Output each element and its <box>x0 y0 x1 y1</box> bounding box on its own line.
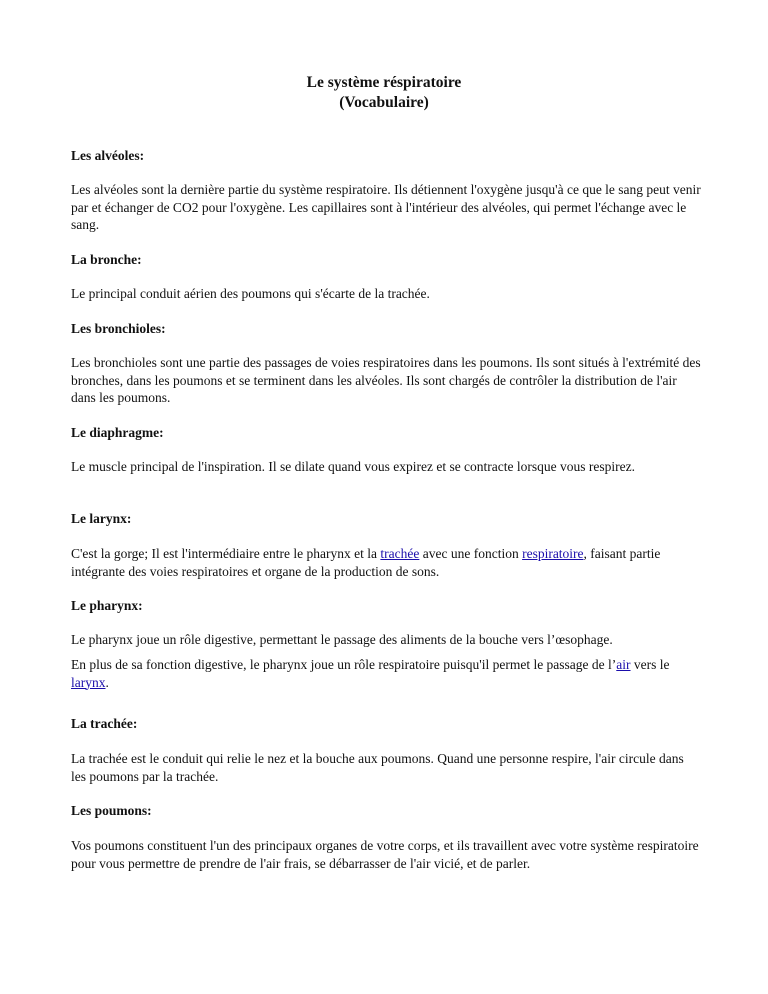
section-heading-bronche: La bronche: <box>71 252 142 267</box>
section-heading-pharynx: Le pharynx: <box>71 598 143 613</box>
page-title: Le système réspiratoire <box>306 74 462 91</box>
section-text-diaphragme: Le muscle principal de l'inspiration. Il se dilate quand vous expirez et se contracte lorsque vous respirez. <box>71 459 635 474</box>
larynx-text-part-3: , faisant partie intégrante des voies respiratoires et organe de la production de sons. <box>71 546 661 579</box>
section-heading-alveoles: Les alvéoles: <box>71 148 145 163</box>
section-heading-diaphragme: Le diaphragme: <box>71 425 164 440</box>
larynx-text-part-2: avec une fonction <box>419 546 523 561</box>
section-text-pharynx-2 <box>71 656 701 691</box>
section-text-alveoles: Les alvéoles sont la dernière partie du système respiratoire. Ils détiennent l'oxygène jusqu'à ce que le sang peut venir par et échanger de CO2 pour l'oxygène. Les capillaires sont à l'intérieur des alvéoles, qui permet l'échange avec le sang. <box>71 182 701 233</box>
link-respiratoire[interactable]: respiratoire <box>522 546 584 561</box>
section-heading-trachee: La trachée: <box>71 716 138 731</box>
pharynx-text-part-3: . <box>105 674 109 690</box>
section-text-pharynx-1: Le pharynx joue un rôle digestive, permettant le passage des aliments de la bouche vers l’œsophage. <box>71 632 613 647</box>
page-subtitle: (Vocabulaire) <box>339 94 429 111</box>
link-larynx[interactable]: larynx <box>71 674 106 690</box>
section-text-bronche: Le principal conduit aérien des poumons qui s'écarte de la trachée. <box>71 286 430 301</box>
section-text-larynx <box>71 545 701 580</box>
link-air[interactable]: air <box>616 657 631 672</box>
pharynx-text-part-1: En plus de sa fonction digestive, le pharynx joue un rôle respiratoire puisqu'il permet le passage de l’ <box>71 657 617 672</box>
section-heading-bronchioles: Les bronchioles: <box>71 321 166 336</box>
section-heading-larynx: Le larynx: <box>71 511 132 526</box>
section-heading-poumons: Les poumons: <box>71 803 152 818</box>
link-trachee[interactable]: trachée <box>380 546 420 561</box>
pharynx-text-part-2: vers le <box>630 657 670 672</box>
larynx-text-part-1: C'est la gorge; Il est l'intermédiaire entre le pharynx et la <box>71 546 381 561</box>
section-text-trachee: La trachée est le conduit qui relie le nez et la bouche aux poumons. Quand une personne respire, l'air circule dans les poumons par la trachée. <box>71 751 684 784</box>
section-text-bronchioles: Les bronchioles sont une partie des passages de voies respiratoires dans les poumons. Ils sont situés à l'extrémité des bronches, dans les poumons et se terminent dans les alvéoles. Ils sont chargés de contrôler la distribution de l'air dans les poumons. <box>71 355 701 406</box>
section-text-poumons: Vos poumons constituent l'un des principaux organes de votre corps, et ils travaillent avec votre système respiratoire pour vous permettre de prendre de l'air frais, se débarrasser de l'air vicié, et de parler. <box>71 838 699 871</box>
